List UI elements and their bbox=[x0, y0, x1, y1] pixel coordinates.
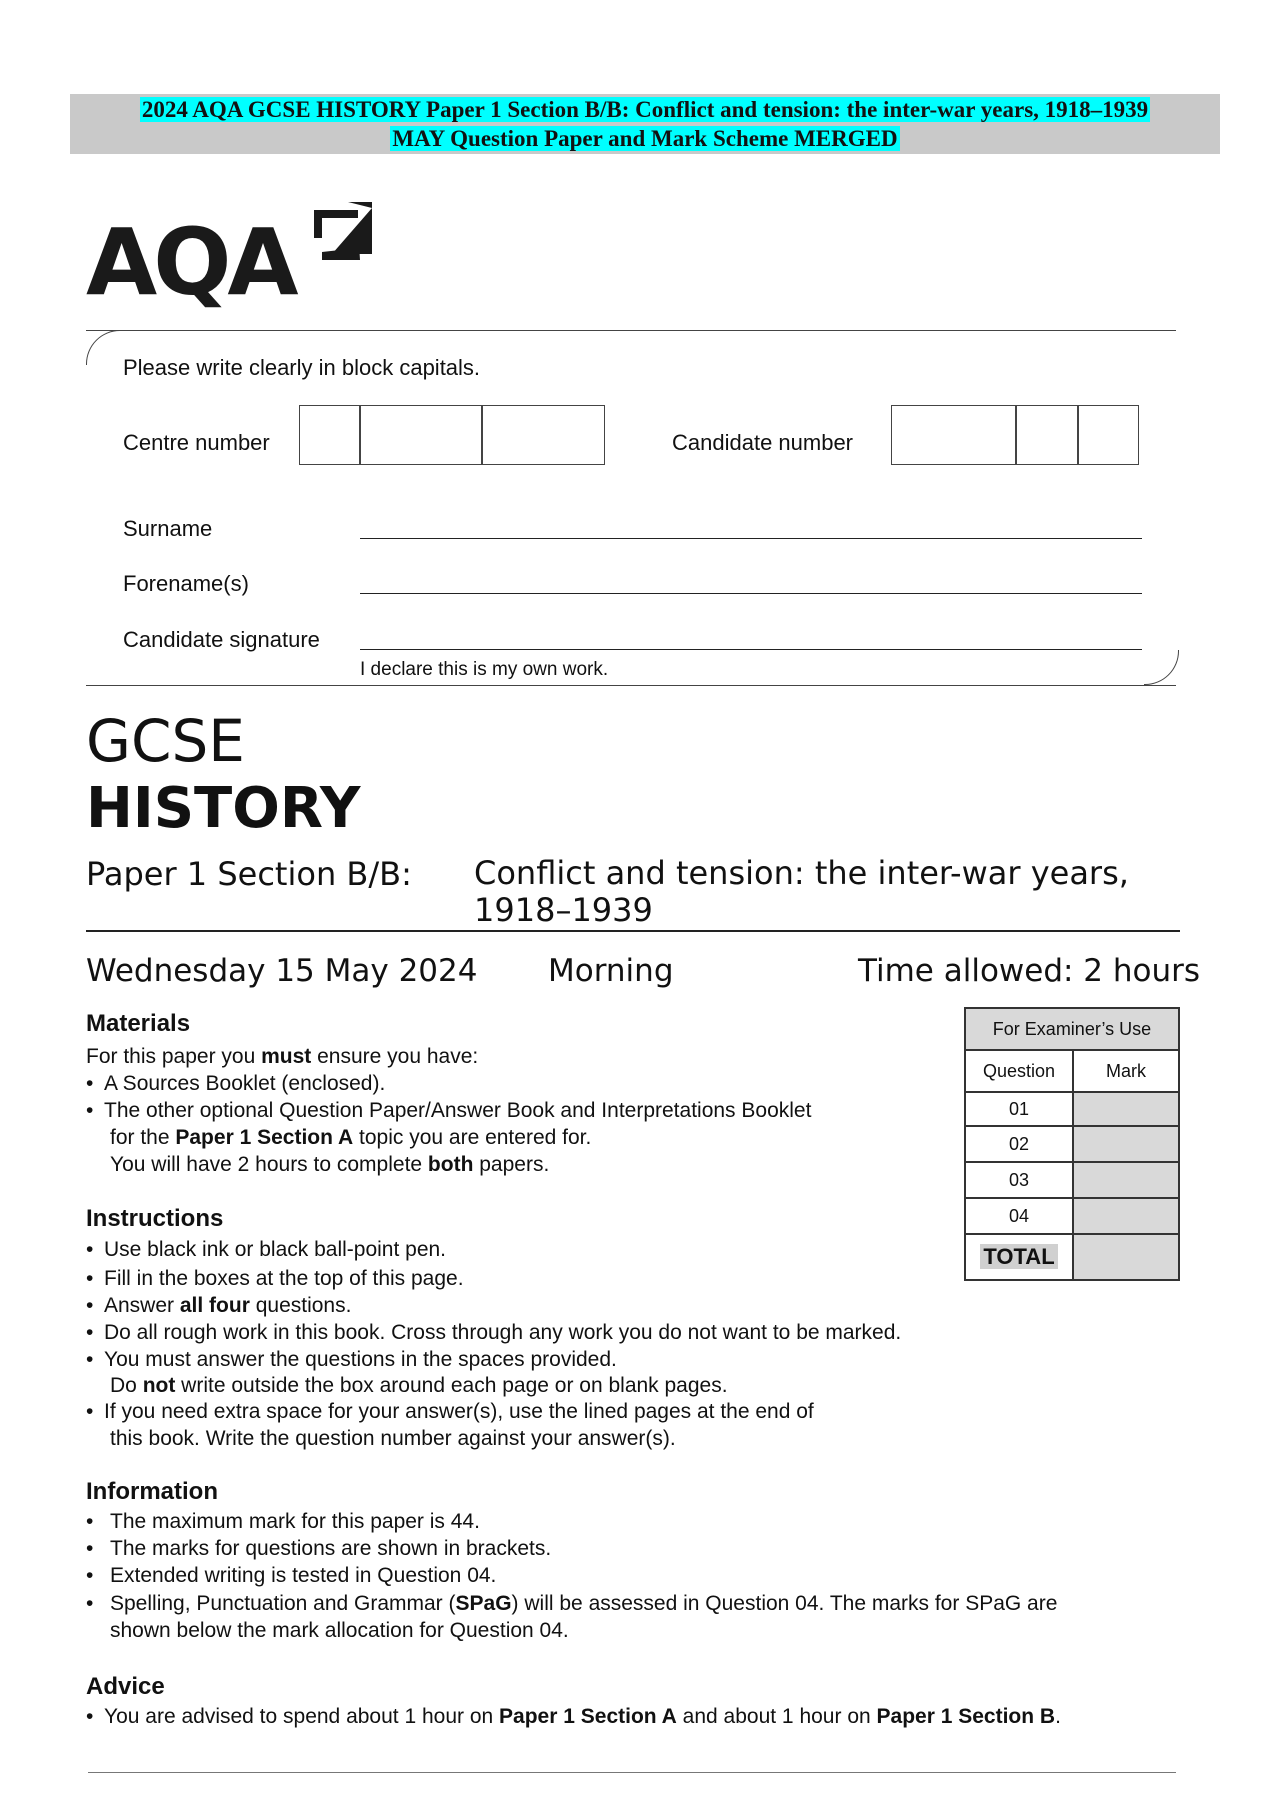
candidate-number-digit-3[interactable] bbox=[1077, 405, 1139, 465]
list-item: • You must answer the questions in the spaces provided. bbox=[86, 1348, 617, 1371]
materials-heading: Materials bbox=[86, 1010, 191, 1037]
candidate-number-boxes bbox=[891, 405, 1139, 467]
list-item: • Answer all four questions. bbox=[86, 1294, 352, 1317]
centre-number-digit-2[interactable] bbox=[359, 405, 483, 465]
list-item: • Spelling, Punctuation and Grammar (SPaG) will be assessed in Question 04. The marks for SPaG are bbox=[86, 1592, 1058, 1615]
mark-cell bbox=[1073, 1162, 1179, 1198]
topic-title bbox=[474, 855, 1174, 929]
aqa-logo-text: AQA bbox=[86, 209, 295, 308]
information-heading: Information bbox=[86, 1478, 218, 1505]
examiner-table-title: For Examiner’s Use bbox=[965, 1008, 1179, 1050]
question-number: 02 bbox=[965, 1126, 1073, 1162]
list-item: • The maximum mark for this paper is 44. bbox=[86, 1510, 480, 1533]
question-number: 03 bbox=[965, 1162, 1073, 1198]
table-row bbox=[965, 1162, 1179, 1198]
paper-label: Paper 1 Section B/B: bbox=[86, 855, 412, 893]
table-row bbox=[965, 1234, 1179, 1280]
total-mark-cell bbox=[1073, 1234, 1179, 1280]
column-header-question: Question bbox=[965, 1050, 1073, 1092]
block-capitals-instruction: Please write clearly in block capitals. bbox=[123, 355, 481, 380]
advice-heading: Advice bbox=[86, 1673, 165, 1700]
list-item: • The other optional Question Paper/Answer Book and Interpretations Booklet bbox=[86, 1099, 812, 1122]
centre-number-boxes bbox=[299, 405, 605, 467]
signature-field[interactable] bbox=[360, 649, 1142, 650]
centre-number-digit-1[interactable] bbox=[299, 405, 361, 465]
list-item-continuation: shown below the mark allocation for Question 04. bbox=[110, 1619, 569, 1642]
list-item: • The marks for questions are shown in brackets. bbox=[86, 1537, 552, 1560]
surname-field[interactable] bbox=[360, 538, 1142, 539]
subject-title: HISTORY bbox=[86, 776, 361, 841]
aqa-logo bbox=[86, 198, 386, 308]
exam-session: Morning bbox=[548, 953, 674, 989]
table-row bbox=[965, 1198, 1179, 1234]
list-item-continuation: Do not write outside the box around each page or on blank pages. bbox=[110, 1374, 728, 1397]
list-item: • A Sources Booklet (enclosed). bbox=[86, 1072, 386, 1095]
topic-title-line1: Conflict and tension: the inter-war years, bbox=[474, 854, 1129, 892]
list-item-continuation: this book. Write the question number against your answer(s). bbox=[110, 1427, 676, 1450]
topic-title-line2: 1918–1939 bbox=[474, 891, 653, 929]
centre-number-label: Centre number bbox=[123, 430, 270, 455]
question-number: 01 bbox=[965, 1092, 1073, 1126]
time-allowed: Time allowed: 2 hours bbox=[858, 953, 1201, 989]
table-row bbox=[965, 1126, 1179, 1162]
list-item-continuation: You will have 2 hours to complete both papers. bbox=[110, 1153, 550, 1176]
materials-intro: For this paper you must ensure you have: bbox=[86, 1045, 479, 1068]
forenames-field[interactable] bbox=[360, 593, 1142, 594]
centre-number-digit-3[interactable] bbox=[481, 405, 605, 465]
qualification-title: GCSE bbox=[86, 707, 245, 775]
mark-cell bbox=[1073, 1198, 1179, 1234]
surname-label: Surname bbox=[123, 516, 213, 541]
examiner-use-table bbox=[964, 1007, 1180, 1281]
list-item: • Do all rough work in this book. Cross through any work you do not want to be marked. bbox=[86, 1321, 902, 1344]
document-banner bbox=[70, 94, 1220, 154]
list-item: • Fill in the boxes at the top of this page. bbox=[86, 1267, 464, 1290]
signature-label: Candidate signature bbox=[123, 627, 320, 652]
question-number: 04 bbox=[965, 1198, 1073, 1234]
page-footer-rule bbox=[88, 1772, 1176, 1773]
list-item: • If you need extra space for your answer(s), use the lined pages at the end of bbox=[86, 1400, 814, 1423]
instructions-heading: Instructions bbox=[86, 1205, 224, 1232]
exam-date: Wednesday 15 May 2024 bbox=[86, 953, 478, 989]
forenames-label: Forename(s) bbox=[123, 571, 249, 596]
list-item: • Extended writing is tested in Question 04. bbox=[86, 1564, 497, 1587]
mark-cell bbox=[1073, 1126, 1179, 1162]
column-header-mark: Mark bbox=[1073, 1050, 1179, 1092]
list-item: • Use black ink or black ball-point pen. bbox=[86, 1238, 447, 1261]
mark-cell bbox=[1073, 1092, 1179, 1126]
candidate-number-digit-2[interactable] bbox=[1015, 405, 1079, 465]
candidate-number-label: Candidate number bbox=[672, 430, 854, 455]
banner-title-line1: 2024 AQA GCSE HISTORY Paper 1 Section B/B: Conflict and tension: the inter-war years, 1918–1939 bbox=[141, 97, 1149, 122]
title-divider bbox=[86, 930, 1180, 932]
tick-box-icon bbox=[314, 202, 372, 260]
candidate-number-digit-1[interactable] bbox=[891, 405, 1017, 465]
table-row bbox=[965, 1092, 1179, 1126]
list-item: • You are advised to spend about 1 hour on Paper 1 Section A and about 1 hour on Paper 1 Section B. bbox=[86, 1705, 1061, 1728]
banner-title-line2: MAY Question Paper and Mark Scheme MERGED bbox=[392, 126, 898, 151]
total-label: TOTAL bbox=[965, 1234, 1073, 1280]
declaration-text: I declare this is my own work. bbox=[360, 659, 609, 680]
list-item-continuation: for the Paper 1 Section A topic you are entered for. bbox=[110, 1126, 592, 1149]
